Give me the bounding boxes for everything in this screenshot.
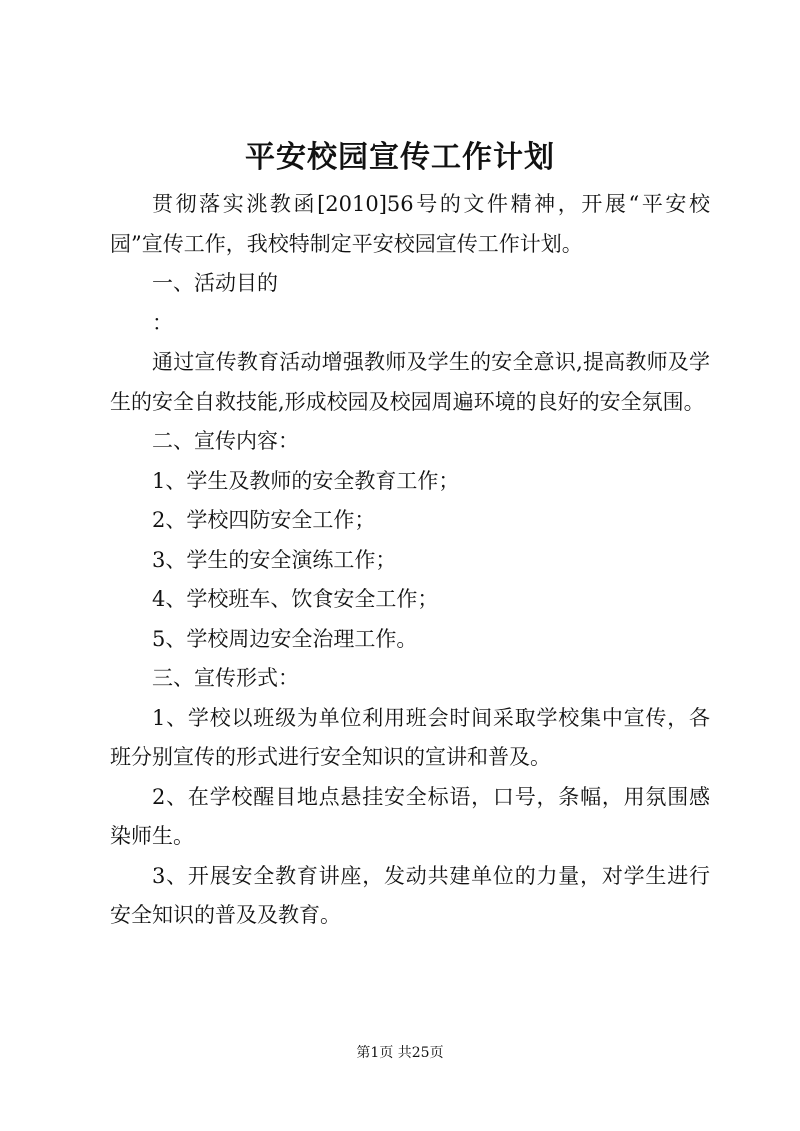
section-heading-purpose: 一、活动目的 <box>152 271 278 295</box>
form-item-1: 1、学校以班级为单位利用班会时间采取学校集中宣传，各班分别宣传的形式进行安全知识的宣讲和普及。 <box>110 705 710 769</box>
content-item-1: 1、学生及教师的安全教育工作； <box>152 468 460 493</box>
intro-paragraph: 贯彻落实洮教函[2010]56号的文件精神，开展“平安校园”宣传工作，我校特制定平安校园宣传工作计划。 <box>110 192 710 256</box>
content-item-3: 3、学生的安全演练工作； <box>152 547 397 572</box>
document-title: 平安校园宣传工作计划 <box>245 140 555 175</box>
form-item-2: 2、在学校醒目地点悬挂安全标语，口号，条幅，用氛围感染师生。 <box>110 784 710 848</box>
section-heading-content: 二、宣传内容： <box>152 429 299 453</box>
page-footer: 第1页 共25页 <box>356 1045 444 1061</box>
purpose-paragraph: 通过宣传教育活动增强教师及学生的安全意识,提高教师及学生的安全自救技能,形成校园及校园周遍环境的良好的安全氛围。 <box>110 350 710 414</box>
content-item-2: 2、学校四防安全工作； <box>152 508 376 532</box>
document-body <box>110 185 710 936</box>
section-heading-form: 三、宣传形式： <box>152 666 299 690</box>
colon-line: ： <box>152 310 173 335</box>
content-item-4: 4、学校班车、饮食安全工作； <box>152 587 439 611</box>
content-item-5: 5、学校周边安全治理工作。 <box>152 626 418 651</box>
form-item-3: 3、开展安全教育讲座，发动共建单位的力量，对学生进行安全知识的普及及教育。 <box>110 863 710 927</box>
